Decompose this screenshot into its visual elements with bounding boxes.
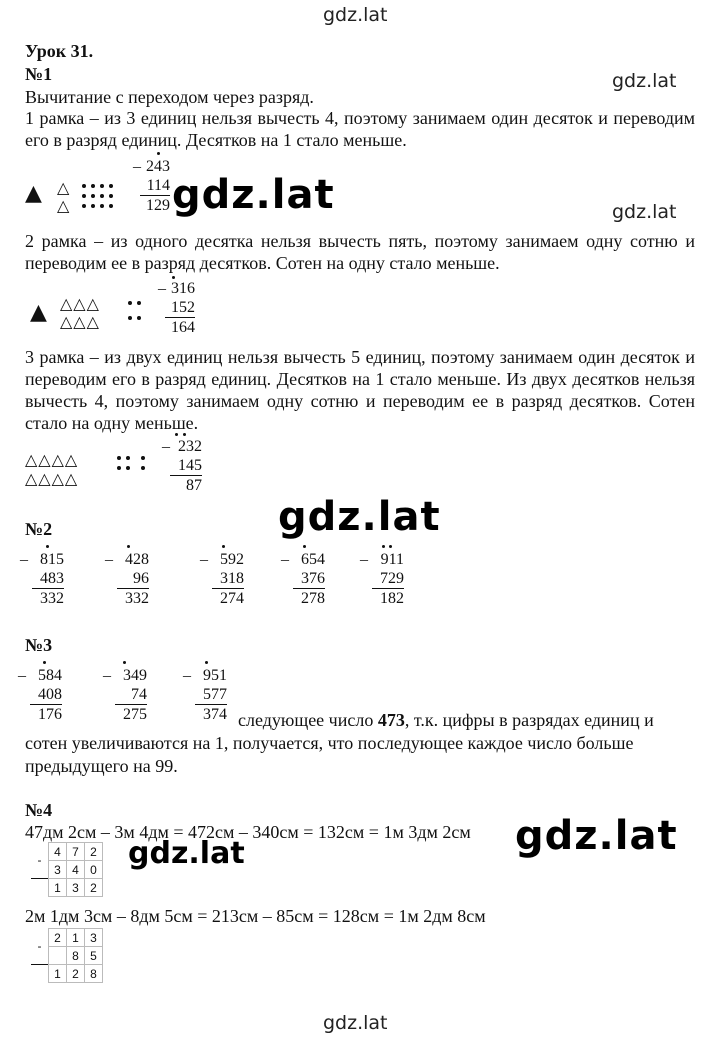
n4-grid-2: - 2 1 3 8 5 1 2 8	[31, 928, 103, 983]
n1-paragraph-1: 1 рамка – из 3 единиц нельзя вычесть 4, поэтому занимаем один десяток и переводим его в разряд единиц. Десятков на 1 стало меньше.	[25, 108, 695, 150]
outline-triangles-icon: △△△	[60, 312, 100, 331]
outline-triangles-icon: △	[57, 178, 71, 197]
column-subtraction-2: 316 152 164	[165, 279, 195, 337]
watermark-top: gdz.lat	[323, 4, 388, 26]
minus-sign: _	[20, 546, 28, 563]
column-subtraction: 815 483 332	[32, 550, 64, 608]
minus-sign: _	[200, 546, 208, 563]
outline-triangles-icon: △△△△	[25, 450, 79, 469]
watermark-mid: gdz.lat	[128, 836, 249, 871]
outline-triangles-icon: △	[57, 196, 71, 215]
n1-heading: №1	[25, 64, 53, 84]
column-subtraction: 592 318 274	[212, 550, 244, 608]
column-subtraction: 349 74 275	[115, 666, 147, 724]
column-subtraction: 584 408 176	[30, 666, 62, 724]
n1-paragraph-3: 3 рамка – из двух единиц нельзя вычесть 5 единиц, поэтому занимаем один десяток и переводим его в разряд единиц. Десятков на 1 стало меньше. Из двух десятков нельзя вычесть 4, поэтому занимаем одну сотню и переводим ее в разряд десятков. Сотен стало на одну меньше.	[25, 347, 695, 433]
n3-answer-line-2: сотен увеличиваются на 1, получается, что последующее каждое число больше	[25, 733, 634, 753]
minus-sign: _	[183, 662, 191, 679]
column-subtraction-3: 232 145 87	[170, 437, 202, 495]
column-subtraction: 428 96 332	[117, 550, 149, 608]
column-subtraction: 654 376 278	[293, 550, 325, 608]
lesson-title: Урок 31.	[25, 41, 94, 61]
outline-triangles-icon: △△△	[60, 294, 100, 313]
n3-heading: №3	[25, 635, 53, 655]
minus-sign: _	[360, 546, 368, 563]
column-subtraction: 911 729 182	[372, 550, 404, 608]
watermark-right-1: gdz.lat	[612, 70, 677, 92]
n3-answer-line-3: предыдущего на 99.	[25, 756, 178, 776]
watermark-right-2: gdz.lat	[612, 201, 677, 223]
n4-heading: №4	[25, 800, 53, 820]
watermark-big-3: gdz.lat	[515, 813, 678, 859]
n3-answer-line-1: следующее число 473, т.к. цифры в разрядах единиц и	[238, 710, 654, 730]
n2-heading: №2	[25, 519, 53, 539]
filled-triangle-icon: ▲	[25, 181, 42, 206]
minus-sign: _	[105, 546, 113, 563]
answer-number: 473	[377, 710, 405, 730]
minus-sign: _	[133, 153, 141, 170]
watermark-big-1: gdz.lat	[172, 172, 335, 218]
n4-line-1: 47дм 2см – 3м 4дм = 472см – 340см = 132см = 1м 3дм 2см	[25, 822, 471, 842]
n4-line-2: 2м 1дм 3см – 8дм 5см = 213см – 85см = 128см = 1м 2дм 8см	[25, 906, 486, 926]
column-subtraction-1: 243 114 129	[140, 157, 170, 215]
n1-paragraph-2: 2 рамка – из одного десятка нельзя вычесть пять, поэтому занимаем одну сотню и переводим ее в разряд десятков. Сотен на одну стало меньше.	[25, 231, 695, 273]
watermark-bottom: gdz.lat	[323, 1012, 388, 1034]
minus-sign: _	[158, 275, 166, 292]
minus-sign: _	[281, 546, 289, 563]
minus-sign: _	[103, 662, 111, 679]
n4-grid-1: - 4 7 2 3 4 0 1 3 2	[31, 842, 103, 897]
minus-sign: _	[162, 433, 170, 450]
watermark-big-2: gdz.lat	[278, 494, 441, 540]
n1-subtitle: Вычитание с переходом через разряд.	[25, 87, 314, 107]
column-subtraction: 951 577 374	[195, 666, 227, 724]
filled-triangle-icon: ▲	[30, 300, 47, 325]
outline-triangles-icon: △△△△	[25, 469, 79, 488]
minus-sign: _	[18, 662, 26, 679]
